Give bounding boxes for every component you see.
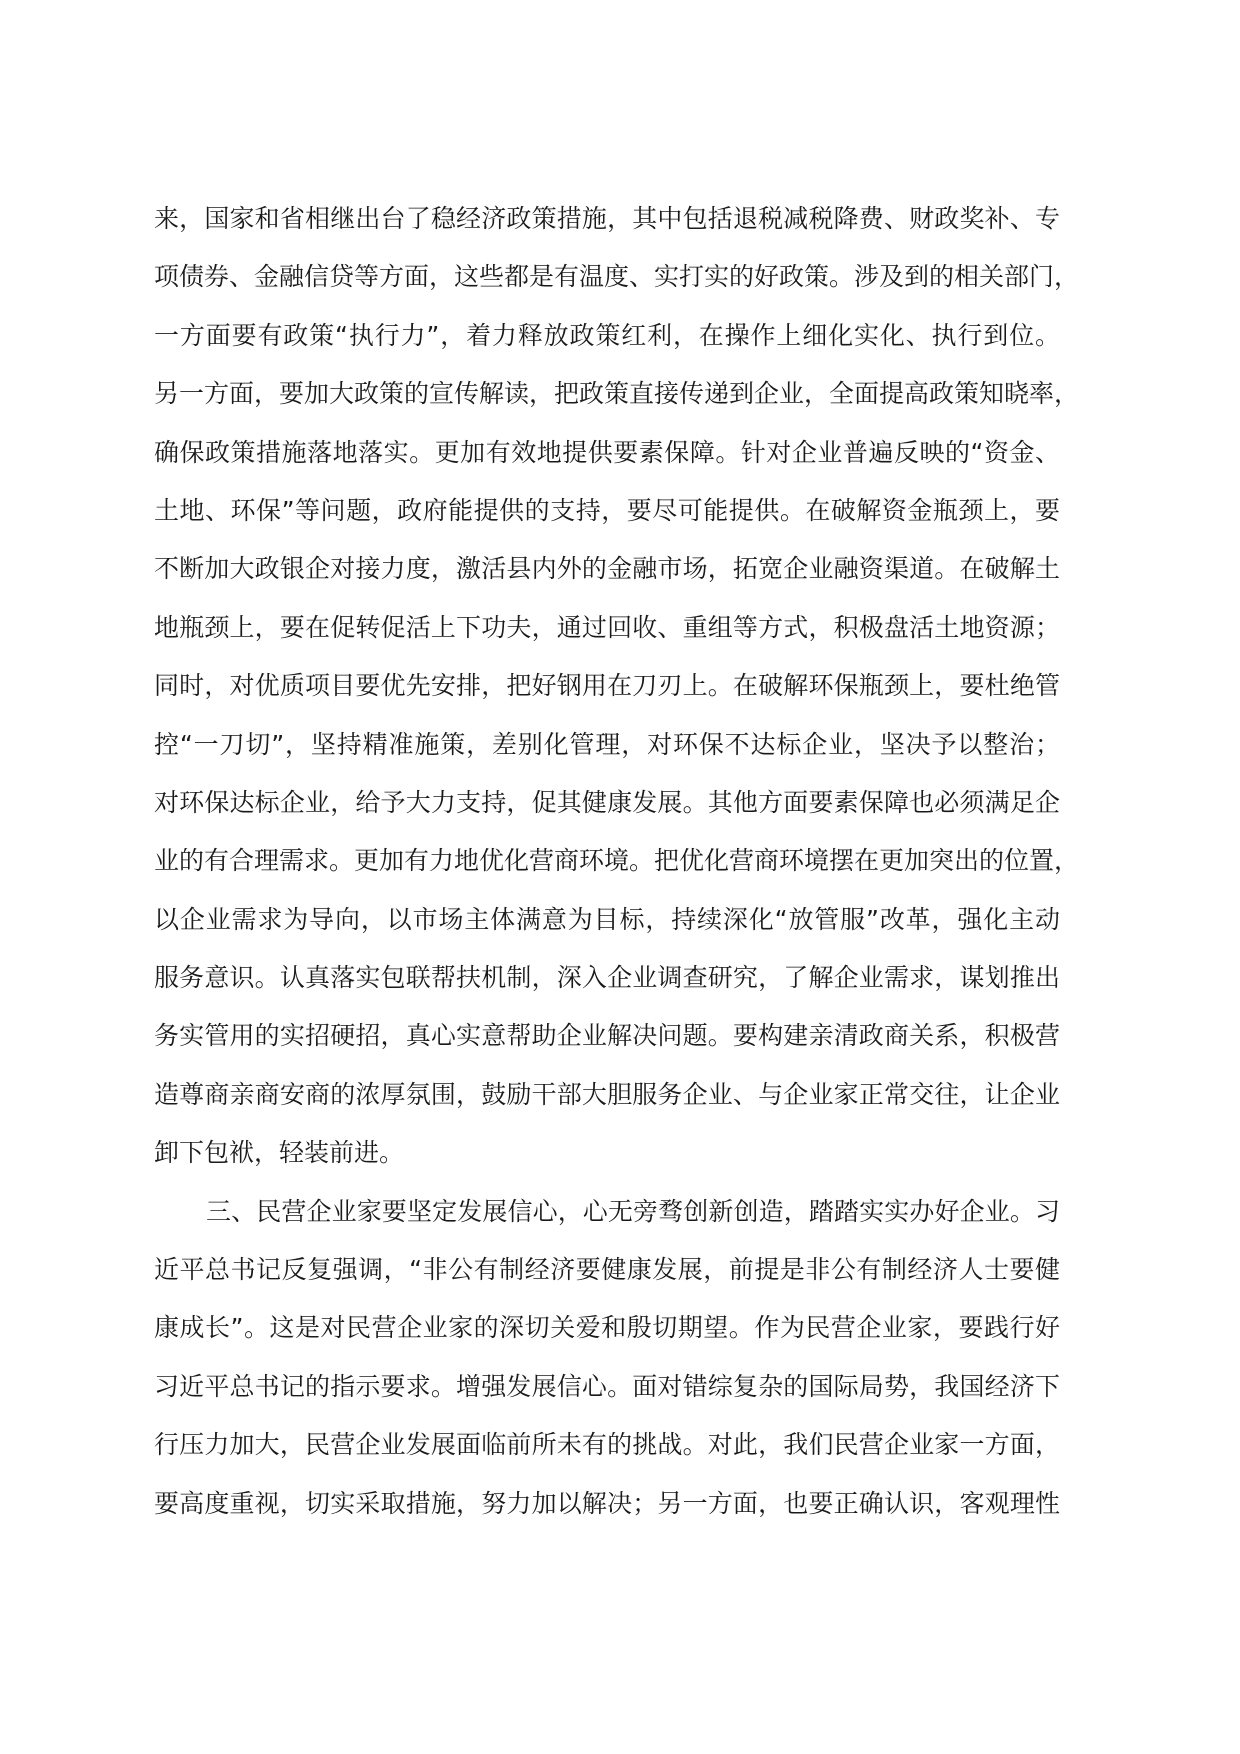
text-line: 控“一刀切”，坚持精准施策，差别化管理，对环保不达标企业，坚决予以整治； (154, 729, 1060, 759)
text-line: 卸下包袱，轻装前进。 (154, 1138, 405, 1168)
text-line: 土地、环保”等问题，政府能提供的支持，要尽可能提供。在破解资金瓶颈上，要 (154, 495, 1060, 525)
text-line: 业的有合理需求。更加有力地优化营商环境。把优化营商环境摆在更加突出的位置， (154, 846, 1080, 876)
body-text (154, 190, 1080, 1533)
text-line: 另一方面，要加大政策的宣传解读，把政策直接传递到企业，全面提高政策知晓率， (154, 379, 1080, 409)
text-line: 以企业需求为导向，以市场主体满意为目标，持续深化“放管服”改革，强化主动 (154, 904, 1060, 934)
text-line: 务实管用的实招硬招，真心实意帮助企业解决问题。要构建亲清政商关系，积极营 (154, 1021, 1060, 1051)
text-line: 一方面要有政策“执行力”，着力释放政策红利，在操作上细化实化、执行到位。 (154, 320, 1060, 350)
text-line: 项债券、金融信贷等方面，这些都是有温度、实打实的好政策。涉及到的相关部门， (154, 262, 1080, 292)
text-line: 服务意识。认真落实包联帮扶机制，深入企业调查研究，了解企业需求，谋划推出 (154, 963, 1060, 993)
text-line: 造尊商亲商安商的浓厚氛围，鼓励干部大胆服务企业、与企业家正常交往，让企业 (154, 1079, 1060, 1109)
text-line: 要高度重视，切实采取措施，努力加以解决；另一方面，也要正确认识，客观理性 (154, 1488, 1060, 1518)
text-line: 不断加大政银企对接力度，激活县内外的金融市场，拓宽企业融资渠道。在破解土 (154, 554, 1060, 584)
text-line: 行压力加大，民营企业发展面临前所未有的挑战。对此，我们民营企业家一方面， (154, 1430, 1060, 1460)
text-line: 近平总书记反复强调，“非公有制经济要健康发展，前提是非公有制经济人士要健 (154, 1255, 1060, 1285)
text-line: 同时，对优质项目要优先安排，把好钢用在刀刃上。在破解环保瓶颈上，要杜绝管 (154, 671, 1060, 701)
text-line: 三、民营企业家要坚定发展信心，心无旁骛创新创造，踏踏实实办好企业。习 (206, 1196, 1060, 1226)
text-line: 康成长”。这是对民营企业家的深切关爱和殷切期望。作为民营企业家，要践行好 (154, 1313, 1060, 1343)
text-line: 地瓶颈上，要在促转促活上下功夫，通过回收、重组等方式，积极盘活土地资源； (154, 612, 1060, 642)
text-line: 确保政策措施落地落实。更加有效地提供要素保障。针对企业普遍反映的“资金、 (154, 437, 1060, 467)
text-line: 来，国家和省相继出台了稳经济政策措施，其中包括退税减税降费、财政奖补、专 (154, 204, 1060, 233)
paragraph-1 (154, 190, 1080, 1183)
text-line: 对环保达标企业，给予大力支持，促其健康发展。其他方面要素保障也必须满足企 (154, 787, 1060, 817)
paragraph-2 (154, 1183, 1060, 1533)
text-line: 习近平总书记的指示要求。增强发展信心。面对错综复杂的国际局势，我国经济下 (154, 1371, 1060, 1401)
